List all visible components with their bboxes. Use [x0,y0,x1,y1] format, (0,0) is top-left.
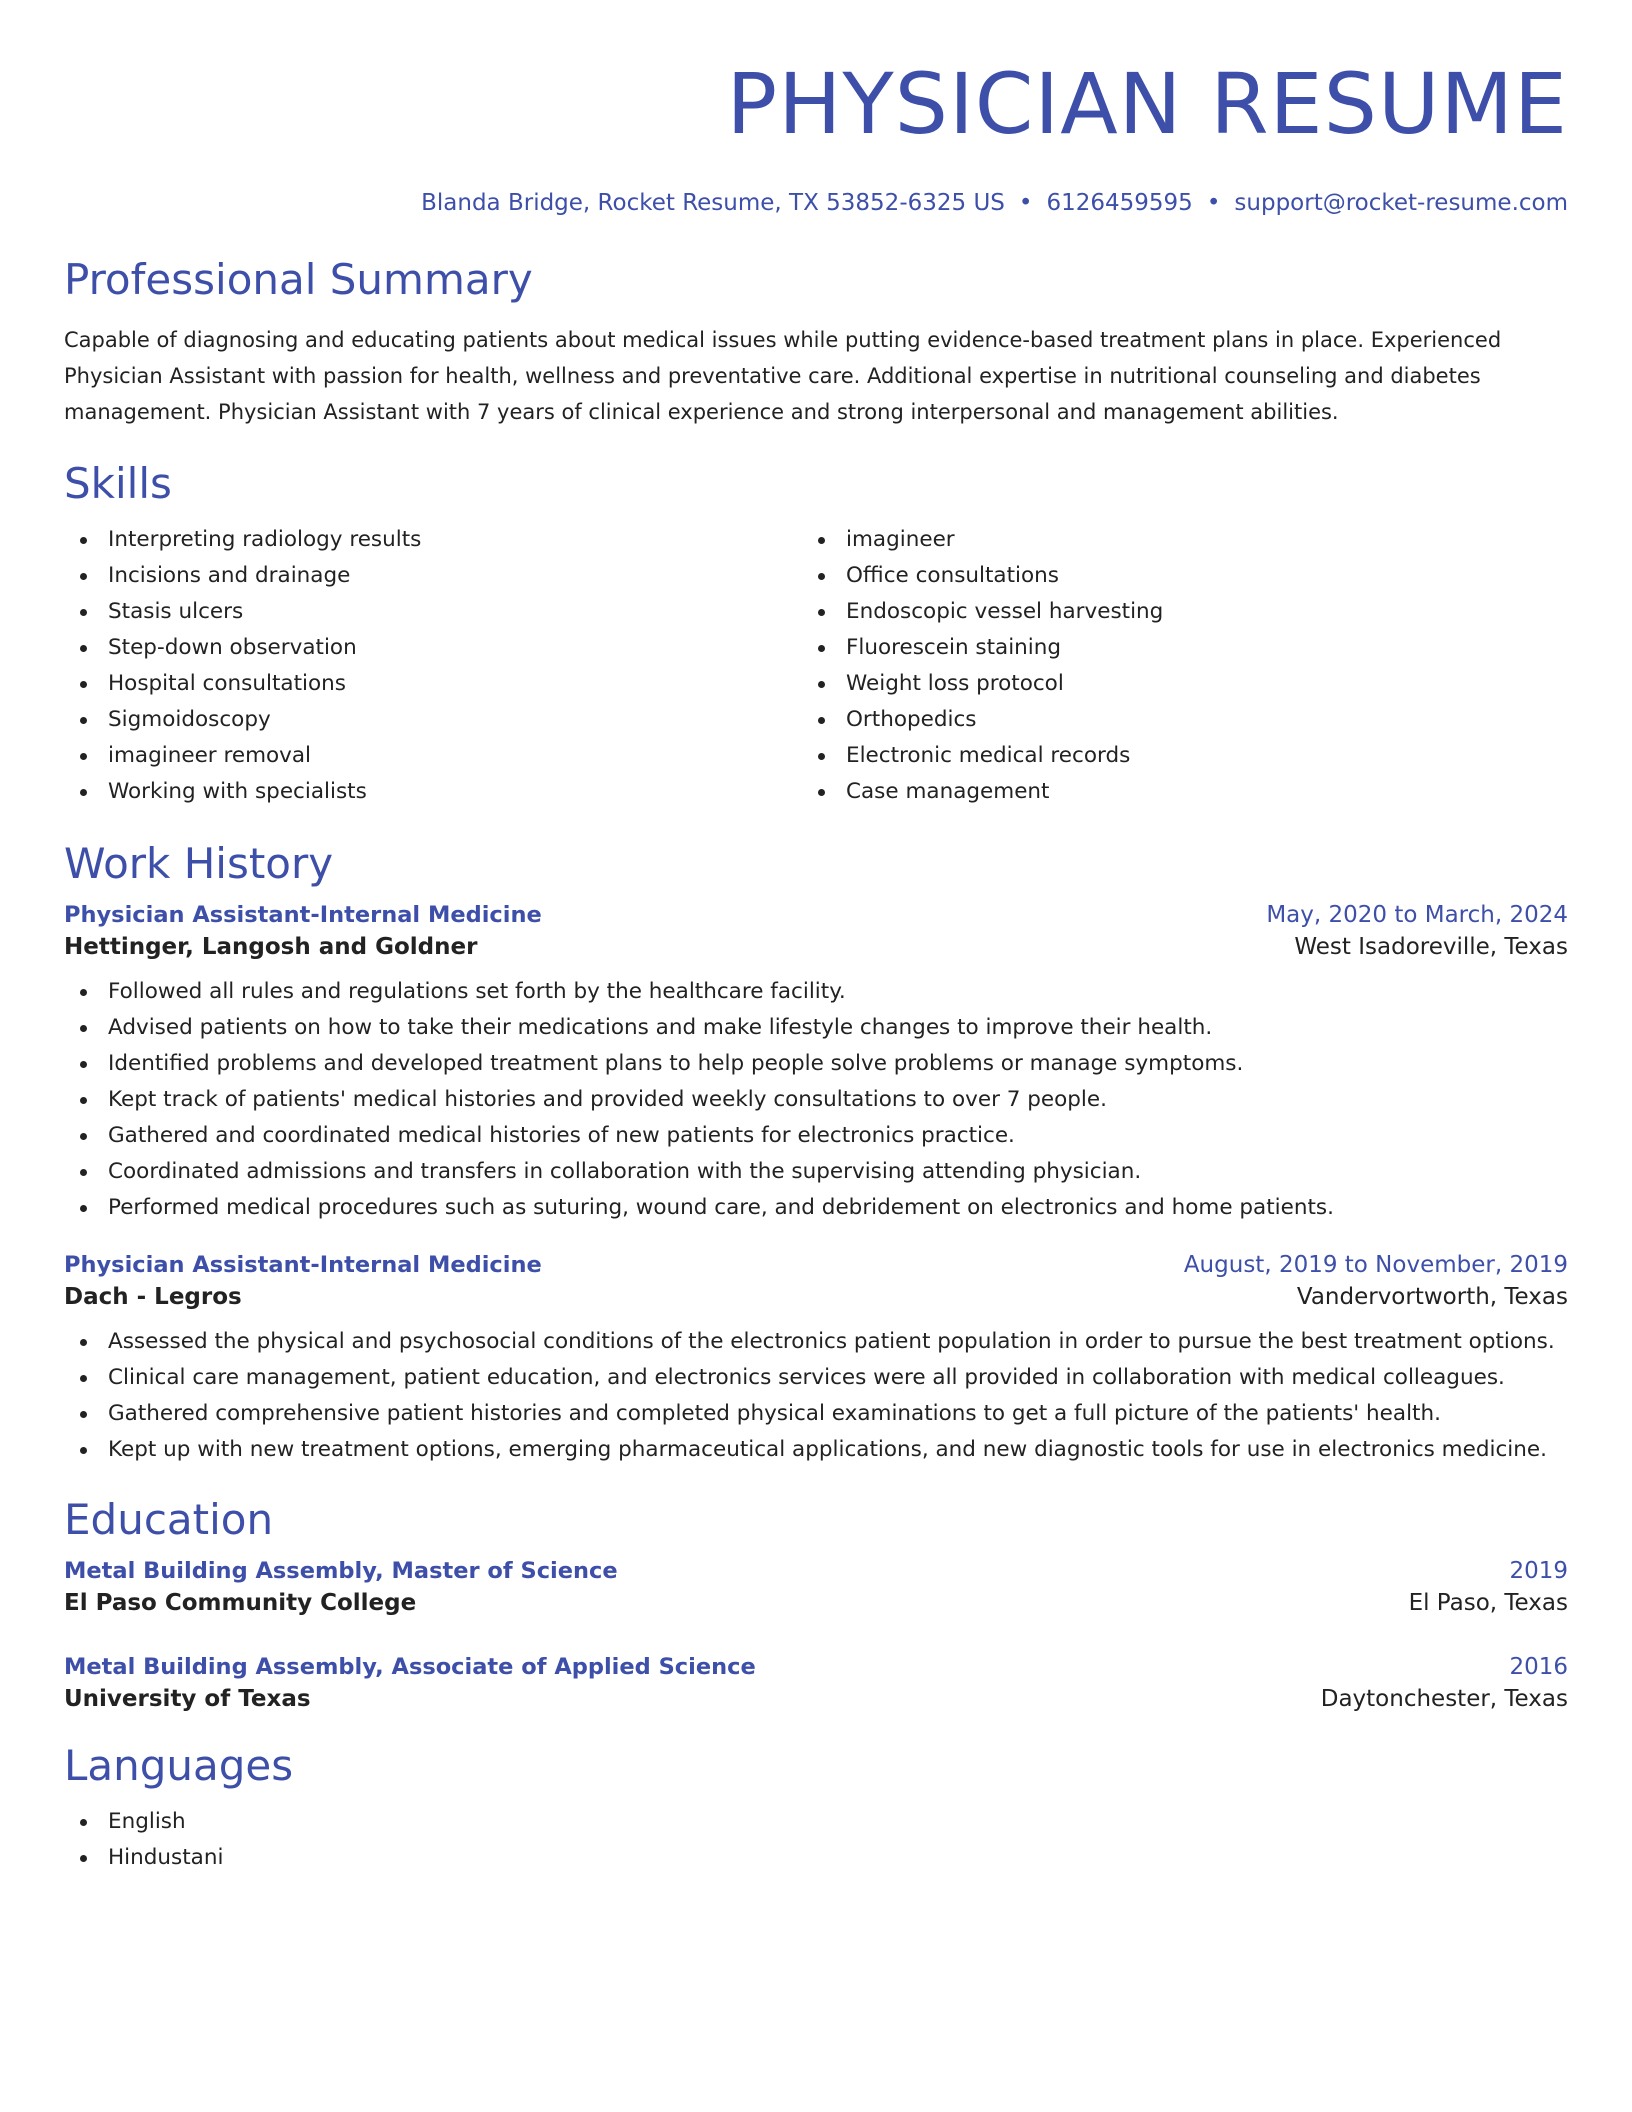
education-header [64,1558,1568,1584]
job-bullet: Gathered comprehensive patient histories and completed physical examinations to get a full picture of the patients' health. [64,1396,1568,1432]
job-bullet: Coordinated admissions and transfers in collaboration with the supervising attending physician. [64,1154,1568,1190]
job-bullet: Followed all rules and regulations set forth by the healthcare facility. [64,974,1568,1010]
contact-email: support@rocket-resume.com [1234,190,1568,216]
skill-item: Office consultations [802,558,1540,594]
resume-title: PHYSICIAN RESUME [726,55,1568,153]
education-subheader [64,1590,1568,1616]
education-entry [64,1558,1568,1616]
skill-item: Interpreting radiology results [64,522,802,558]
skill-item: Stasis ulcers [64,594,802,630]
skill-item: Incisions and drainage [64,558,802,594]
job-bullet: Clinical care management, patient education, and electronics services were all provided in collaboration with medical colleagues. [64,1360,1568,1396]
summary-text [64,322,1568,430]
skill-item: Weight loss protocol [802,666,1540,702]
skills-list-right [802,522,1540,810]
language-item: English [64,1804,1568,1840]
skill-item: Step-down observation [64,630,802,666]
skill-item: Fluorescein staining [802,630,1540,666]
summary-line: management. Physician Assistant with 7 years of clinical experience and strong interpersonal and management abilities. [64,400,1339,424]
section-title-education: Education [64,1495,274,1544]
contact-line [64,190,1568,216]
section-title-summary: Professional Summary [64,255,533,304]
summary-line: Physician Assistant with passion for health, wellness and preventative care. Additional expertise in nutritional counseling and diabetes [64,364,1481,388]
job-title: Physician Assistant-Internal Medicine [64,902,542,928]
job-bullet: Kept up with new treatment options, emerging pharmaceutical applications, and new diagnostic tools for use in electronics medicine. [64,1432,1568,1468]
job-header [64,902,1568,928]
job-header [64,1252,1568,1278]
languages-list [64,1804,1568,1876]
education-school: University of Texas [64,1686,311,1712]
contact-phone: 6126459595 [1046,190,1193,216]
education-school: El Paso Community College [64,1590,417,1616]
skill-item: imagineer removal [64,738,802,774]
job-entry [64,902,1568,1226]
job-bullets [64,1324,1568,1468]
job-bullet: Advised patients on how to take their medications and make lifestyle changes to improve their health. [64,1010,1568,1046]
job-employer: Hettinger, Langosh and Goldner [64,934,478,960]
skill-item: Sigmoidoscopy [64,702,802,738]
job-bullet: Identified problems and developed treatment plans to help people solve problems or manage symptoms. [64,1046,1568,1082]
section-title-work: Work History [64,839,334,888]
education-degree: Metal Building Assembly, Associate of Applied Science [64,1654,756,1680]
education-year: 2016 [1509,1654,1568,1680]
education-location: Daytonchester, Texas [1320,1686,1568,1712]
education-subheader [64,1686,1568,1712]
separator-dot: • [1018,190,1033,216]
job-location: West Isadoreville, Texas [1294,934,1568,960]
job-employer: Dach - Legros [64,1284,242,1310]
job-subheader [64,1284,1568,1310]
separator-dot: • [1206,190,1221,216]
education-degree: Metal Building Assembly, Master of Science [64,1558,618,1584]
job-dates: August, 2019 to November, 2019 [1183,1252,1568,1278]
job-entry [64,1252,1568,1468]
contact-address: Blanda Bridge, Rocket Resume, TX 53852-6325 US [421,190,1005,216]
education-location: El Paso, Texas [1408,1590,1568,1616]
education-entry [64,1654,1568,1712]
job-bullet: Kept track of patients' medical histories and provided weekly consultations to over 7 people. [64,1082,1568,1118]
skill-item: Case management [802,774,1540,810]
skills-list-left [64,522,802,810]
section-title-skills: Skills [64,459,172,508]
job-dates: May, 2020 to March, 2024 [1266,902,1568,928]
education-year: 2019 [1509,1558,1568,1584]
job-bullet: Gathered and coordinated medical histories of new patients for electronics practice. [64,1118,1568,1154]
education-header [64,1654,1568,1680]
job-bullet: Performed medical procedures such as suturing, wound care, and debridement on electronics and home patients. [64,1190,1568,1226]
skill-item: Orthopedics [802,702,1540,738]
job-subheader [64,934,1568,960]
skill-item: Endoscopic vessel harvesting [802,594,1540,630]
job-bullets [64,974,1568,1226]
language-item: Hindustani [64,1840,1568,1876]
section-title-languages: Languages [64,1741,294,1790]
job-bullet: Assessed the physical and psychosocial conditions of the electronics patient population in order to pursue the best treatment options. [64,1324,1568,1360]
job-title: Physician Assistant-Internal Medicine [64,1252,542,1278]
skills-grid [64,522,1568,810]
job-location: Vandervortworth, Texas [1296,1284,1568,1310]
summary-line: Capable of diagnosing and educating patients about medical issues while putting evidence-based treatment plans in place. Experienced [64,328,1502,352]
skill-item: imagineer [802,522,1540,558]
skill-item: Electronic medical records [802,738,1540,774]
skill-item: Working with specialists [64,774,802,810]
skill-item: Hospital consultations [64,666,802,702]
